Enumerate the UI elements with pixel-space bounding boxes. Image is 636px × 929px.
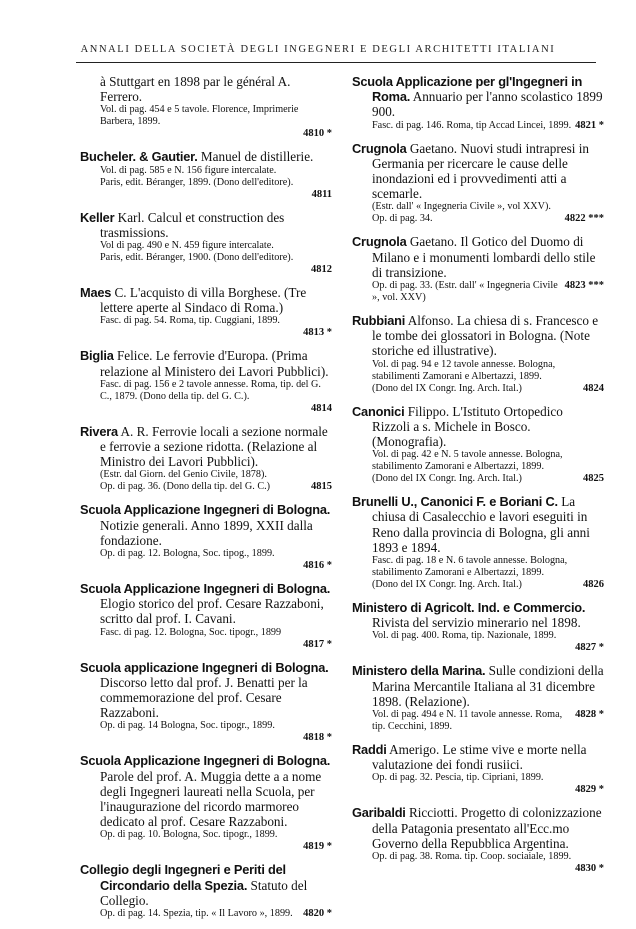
entry-number: 4829 * xyxy=(575,784,604,796)
entry-author: Crugnola xyxy=(352,234,407,250)
entry-note: Op. di pag. 32. Pescia, tip. Cipriani, 1899. xyxy=(372,772,544,784)
right-column xyxy=(352,74,604,884)
entry-text xyxy=(352,404,604,450)
entry-author: Brunelli U., Canonici F. e Boriani C. xyxy=(352,494,558,510)
entry-text xyxy=(352,234,604,280)
entry-note: 4824 (Dono del IX Congr. Ing. Arch. Ital.) xyxy=(372,382,604,394)
entry-title: Sulle condizioni della Marina Mercantile Italiana al 31 dicembre 1898. (Relazione). xyxy=(372,663,604,709)
catalog-entry xyxy=(80,348,332,414)
entry-author: Crugnola xyxy=(352,140,407,156)
entry-text xyxy=(352,805,604,851)
entry-note: Op. di pag. 12. Bologna, Soc. tipog., 1899. xyxy=(100,548,275,560)
entry-title: Statuto del Collegio. xyxy=(100,877,308,908)
entry-author: Collegio degli Ingegneri e Periti del Circondario della Spezia. xyxy=(80,862,286,893)
entry-note: Fasc. di pag. 12. Bologna, Soc. tipogr., 1899 xyxy=(100,626,282,638)
entry-note: Vol. di pag. 94 e 12 tavole annesse. Bologna, stabilimenti Zamorani e Albertazzi, 1899. xyxy=(372,358,556,382)
entry-number: 4828 * xyxy=(575,709,604,721)
catalog-entry xyxy=(352,234,604,304)
entry-author: Bucheler. & Gautier. xyxy=(80,149,198,165)
entry-title: Manuel de distillerie. xyxy=(200,149,314,165)
entry-author: Scuola Applicazione Ingegneri di Bologna. xyxy=(80,581,331,597)
entry-text xyxy=(80,753,332,829)
entry-text xyxy=(80,862,332,908)
entry-title: Gaetano. Nuovi studi intrapresi in Germania per ricercare le cause delle inondazioni ed i provvedimenti atti a scemarle. xyxy=(372,140,589,202)
entry-author: Rivera xyxy=(80,423,118,439)
entry-number: 4821 * xyxy=(575,119,604,131)
entry-author: Scuola applicazione Ingegneri di Bologna. xyxy=(80,659,329,675)
entry-note: 4820 * Op. di pag. 14. Spezia, tip. « Il Lavoro », 1899. xyxy=(100,908,332,920)
entry-note: 4826 (Dono del IX Congr. Ing. Arch. Ital.) xyxy=(372,579,604,591)
entry-number: 4820 * xyxy=(303,908,332,920)
entry-number: 4824 xyxy=(583,382,604,394)
left-column xyxy=(80,74,332,929)
entry-text xyxy=(80,210,332,240)
catalog-entry xyxy=(80,753,332,853)
entry-title: La chiusa di Casalecchio e lavori eseguiti in Reno dalla provincia di Bologna, gli anni 1893 e 1894. xyxy=(372,494,590,555)
entry-text xyxy=(80,74,332,104)
entry-title: Felice. Le ferrovie d'Europa. (Prima relazione al Ministero dei Lavori Pubblici). xyxy=(100,348,329,379)
header-rule xyxy=(76,62,596,63)
entry-note: 4815 Op. di pag. 36. (Dono della tip. del G. C.) xyxy=(100,481,332,493)
entry-title: Notizie generali. Anno 1899, XXII dalla fondazione. xyxy=(100,517,313,548)
catalog-entry xyxy=(80,502,332,572)
entry-number: 4810 * xyxy=(303,128,332,140)
entry-text xyxy=(80,660,332,721)
catalog-entry xyxy=(80,660,332,745)
entry-text xyxy=(352,600,604,630)
entry-author: Canonici xyxy=(352,403,405,419)
entry-author: Garibaldi xyxy=(352,805,406,821)
entry-note: Op. di pag. 10. Bologna, Soc. tipogr., 1899. xyxy=(100,829,278,841)
running-head: ANNALI DELLA SOCIETÀ DEGLI INGEGNERI E DEGLI ARCHITETTI ITALIANI xyxy=(80,44,556,55)
entry-title: à Stuttgart en 1898 par le général A. Ferrero. xyxy=(100,74,291,105)
entry-note: Vol di pag. 490 e N. 459 figure intercalate. xyxy=(100,240,274,252)
catalog-entry xyxy=(352,74,604,132)
entry-number: 4819 * xyxy=(303,841,332,853)
entry-note: Vol. di pag. 454 e 5 tavole. Florence, Imprimerie Barbera, 1899. xyxy=(100,104,299,128)
entry-text xyxy=(352,742,604,772)
entry-title: Filippo. L'Istituto Ortopedico Rizzoli a s. Michele in Bosco. (Monografia). xyxy=(372,403,563,450)
entry-title: Ricciotti. Progetto di colonizzazione della Patagonia presentato all'Ecc.mo Governo della Repubblica Argentina. xyxy=(372,805,602,851)
entry-note: Fasc. di pag. 18 e N. 6 tavole annesse. Bologna, stabilimento Zamorani e Albertazzi, 1899. xyxy=(372,555,568,579)
entry-note: (Estr. dall' « Ingegneria Civile », vol XXV). xyxy=(372,201,551,213)
entry-title: Elogio storico del prof. Cesare Razzaboni, scritto dal prof. I. Cavani. xyxy=(100,596,324,627)
entry-note: Vol. di pag. 42 e N. 5 tavole annesse. Bologna, stabilimento Zamorani e Albertazzi, 1899. xyxy=(372,449,563,473)
catalog-entry xyxy=(80,74,332,140)
entry-number: 4813 * xyxy=(303,327,332,339)
entry-text xyxy=(352,494,604,555)
catalog-entry xyxy=(352,404,604,486)
entry-text xyxy=(352,74,604,120)
entry-title: Gaetano. Il Gotico del Duomo di Milano e i monumenti lombardi dello stile di transizione. xyxy=(372,234,596,280)
entry-number: 4827 * xyxy=(575,642,604,654)
entry-number: 4816 * xyxy=(303,560,332,572)
entry-text xyxy=(352,313,604,359)
entry-number: 4823 *** xyxy=(564,280,604,292)
entry-number: 4822 *** xyxy=(564,213,604,225)
entry-note: Op. di pag. 38. Roma. tip. Coop. sociaiale, 1899. xyxy=(372,851,572,863)
entry-author: Rubbiani xyxy=(352,313,406,329)
entry-number: 4815 xyxy=(311,481,332,493)
entry-text xyxy=(352,141,604,202)
entry-number: 4812 xyxy=(311,264,332,276)
entry-note: Vol. di pag. 585 e N. 156 figure intercalate. xyxy=(100,164,277,176)
catalog-entry xyxy=(352,141,604,226)
catalog-entry xyxy=(352,494,604,591)
catalog-entry xyxy=(80,581,332,651)
entry-note: Paris, edit. Béranger, 1900. (Dono dell'editore). xyxy=(100,252,294,264)
entry-author: Ministero di Agricolt. Ind. e Commercio. xyxy=(352,600,586,616)
entry-title: Discorso letto dal prof. J. Benatti per la commemorazione del prof. Cesare Razzaboni. xyxy=(100,674,308,721)
entry-title: Parole del prof. A. Muggia dette a a nome degli Ingegneri laureati nella Scuola, per l'inaugurazione del ricordo marmoreo dedicato al prof. Cesare Razzaboni. xyxy=(100,768,322,830)
entry-note: (Estr. dal Giorn. del Genio Civile, 1878). xyxy=(100,469,267,481)
entry-note: 4825 (Dono del IX Congr. Ing. Arch. Ital.) xyxy=(372,473,604,485)
entry-note: Paris, edit. Béranger, 1899. (Dono dell'editore). xyxy=(100,176,294,188)
entry-text xyxy=(80,149,332,164)
entry-text xyxy=(80,348,332,378)
entry-title: C. L'acquisto di villa Borghese. (Tre lettere aperte al Sindaco di Roma.) xyxy=(100,285,307,316)
entry-number: 4825 xyxy=(583,473,604,485)
entry-author: Scuola Applicazione Ingegneri di Bologna. xyxy=(80,753,331,769)
entry-author: Scuola Applicazione Ingegneri di Bologna. xyxy=(80,502,331,518)
entry-text xyxy=(80,424,332,470)
entry-text xyxy=(352,663,604,709)
catalog-entry xyxy=(352,663,604,733)
entry-author: Scuola Applicazione per gl'Ingegneri in Roma. xyxy=(352,74,583,105)
catalog-entry xyxy=(352,313,604,395)
entry-note: Vol. di pag. 400. Roma, tip. Nazionale, 1899. xyxy=(372,630,557,642)
entry-title: Amerigo. Le stime vive e morte nella valutazione dei fondi rusiici. xyxy=(372,742,587,773)
entry-author: Biglia xyxy=(80,348,114,364)
entry-title: Karl. Calcul et construction des trasmissions. xyxy=(100,209,285,240)
catalog-entry xyxy=(352,600,604,654)
entry-title: Annuario per l'anno scolastico 1899 900. xyxy=(372,89,603,120)
entry-author: Raddi xyxy=(352,742,387,758)
entry-number: 4817 * xyxy=(303,638,332,650)
entry-number: 4811 xyxy=(311,188,332,200)
entry-note: Op. di pag. 14 Bologna, Soc. tipogr., 1899. xyxy=(100,720,275,732)
entry-author: Ministero della Marina. xyxy=(352,663,486,679)
catalog-entry xyxy=(80,285,332,339)
catalog-entry xyxy=(80,210,332,276)
catalog-entry xyxy=(80,424,332,494)
entry-title: Alfonso. La chiesa di s. Francesco e le tombe dei glossatori in Bologna. (Note storiche ed illustrative). xyxy=(372,313,599,359)
entry-note: 4823 *** Op. di pag. 33. (Estr. dall' « Ingegneria Civile », vol. XXV) xyxy=(372,280,604,304)
entry-number: 4826 xyxy=(583,579,604,591)
entry-note: Fasc. di pag. 156 e 2 tavole annesse. Roma, tip. del G. C., 1879. (Dono della tip. del G. C.). xyxy=(100,378,321,402)
entry-number: 4818 * xyxy=(303,732,332,744)
entry-title: A. R. Ferrovie locali a sezione normale e ferrovie a sezione ridotta. (Relazione al Ministro dei Lavori Pubblici). xyxy=(100,423,328,470)
entry-note: 4822 *** Op. di pag. 34. xyxy=(372,213,604,225)
entry-text xyxy=(80,581,332,627)
entry-author: Keller xyxy=(80,209,115,225)
catalog-entry xyxy=(80,862,332,920)
catalog-entry xyxy=(352,742,604,796)
entry-note: 4821 * Fasc. di pag. 146. Roma, tip Accad Lincei, 1899. xyxy=(372,119,604,131)
entry-author: Maes xyxy=(80,285,112,301)
entry-title: Rivista del servizio minerario nel 1898. xyxy=(372,615,581,631)
entry-note: Fasc. di pag. 54. Roma, tip. Cuggiani, 1899. xyxy=(100,315,280,327)
catalog-entry xyxy=(80,149,332,200)
entry-note: 4828 * Vol. di pag. 494 e N. 11 tavole annesse. Roma, tip. Cecchini, 1899. xyxy=(372,709,604,733)
entry-number: 4830 * xyxy=(575,863,604,875)
entry-text xyxy=(80,502,332,548)
catalog-entry xyxy=(352,805,604,875)
entry-text xyxy=(80,285,332,315)
entry-number: 4814 xyxy=(311,402,332,414)
